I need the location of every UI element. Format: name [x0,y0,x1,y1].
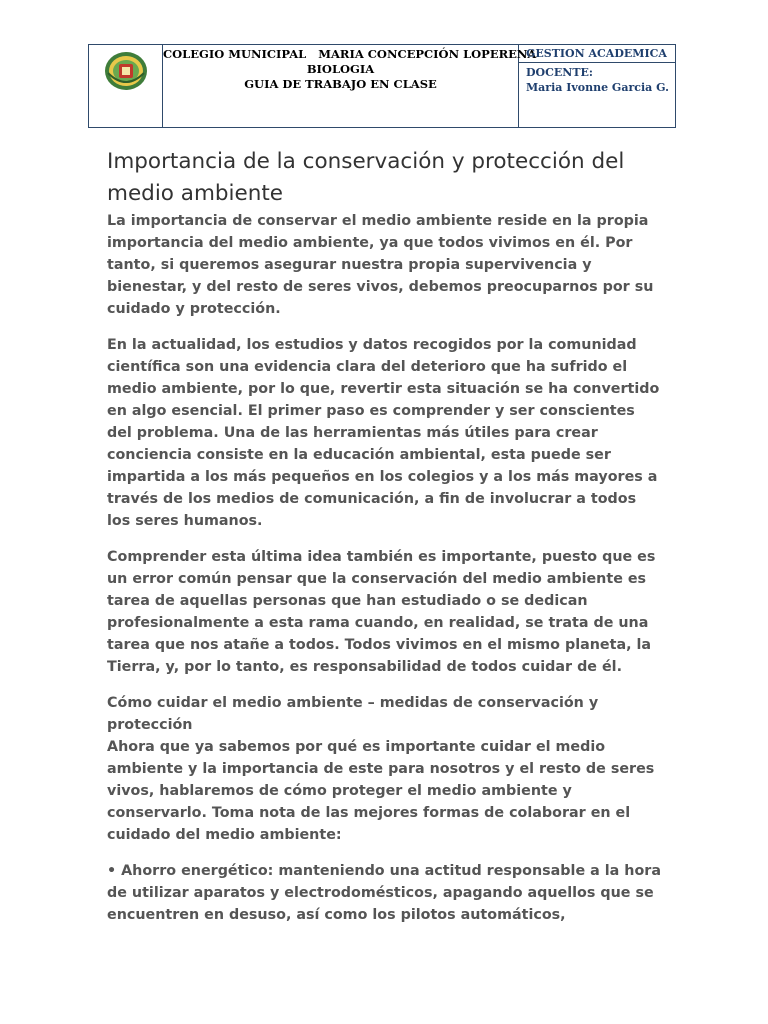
school-seal-icon [104,51,148,91]
paragraph-1: La importancia de conservar el medio ambiente reside en la propia importancia del medio ambiente, ya que todos vivimos en él. Por tanto, si queremos asegurar nuestra propia supervivencia y bienestar, y del resto de seres vivos, debemos preocuparnos por su cuidado y protección. [107,213,654,317]
school-name: COLEGIO MUNICIPAL MARIA CONCEPCIÓN LOPERENA [163,47,537,61]
paragraph-3: Comprender esta última idea también es importante, puesto que es un error común pensar que la conservación del medio ambiente es tarea de aquellas personas que han estudiado o se dedican profesionalmente a esta rama cuando, en realidad, se trata de una tarea que nos atañe a todos. Todos vivimos en el mismo planeta, la Tierra, y, por lo tanto, es responsabilidad de todos cuidar de él. [107,549,656,675]
paragraph-5: • Ahorro energético: manteniendo una actitud responsable a la hora de utilizar aparatos y electrodomésticos, apagando aquellos que se encuentren en desuso, así como los pilotos automáticos, [107,863,661,923]
teacher-info [519,63,675,127]
subheading: Cómo cuidar el medio ambiente – medidas de conservación y protección [107,695,599,733]
school-info-cell [163,45,537,127]
teacher-label: DOCENTE: [526,66,593,79]
header-table [88,44,676,128]
article [107,146,662,940]
logo-cell [89,45,163,127]
guide-title: GUIA DE TRABAJO EN CLASE [244,77,437,91]
article-title: Importancia de la conservación y protección del medio ambiente [107,149,625,206]
teacher-cell [519,45,675,127]
teacher-name: Maria Ivonne Garcia G. [526,81,669,94]
subject: BIOLOGIA [306,62,375,76]
paragraph-2: En la actualidad, los estudios y datos recogidos por la comunidad científica son una evidencia clara del deterioro que ha sufrido el medio ambiente, por lo que, revertir esta situación se ha convertido en algo esencial. El primer paso es comprender y ser conscientes del problema. Una de las herramientas más útiles para crear conciencia consiste en la educación ambiental, esta puede ser impartida a los más pequeños en los colegios y a los más mayores a través de los medios de comunicación, a fin de involucrar a todos los seres humanos. [107,337,660,529]
paragraph-4: Ahora que ya sabemos por qué es importante cuidar el medio ambiente y la importancia de este para nosotros y el resto de seres vivos, hablaremos de cómo proteger el medio ambiente y conservarlo. Toma nota de las mejores formas de colaborar en el cuidado del medio ambiente: [107,739,655,843]
area-label: GESTION ACADEMICA [519,45,675,63]
